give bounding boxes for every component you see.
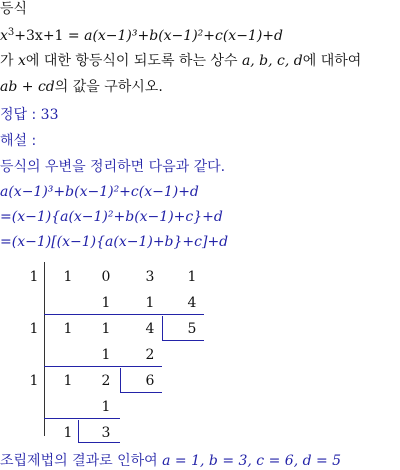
synth-box-edge [162, 316, 163, 340]
synth-vertical-divider [44, 262, 45, 436]
synth-divisor: 1 [29, 269, 39, 285]
synth-remainder-c: 6 [145, 373, 155, 389]
synth-remainder-d: 5 [187, 321, 197, 337]
answer-label: 정답 : [0, 107, 37, 123]
synth-cell: 0 [101, 269, 111, 285]
synth-rule [44, 366, 162, 367]
synth-cell: 2 [145, 347, 155, 363]
synth-cell: 1 [101, 295, 111, 311]
synth-box-edge [120, 368, 121, 392]
synth-cell: 2 [101, 373, 111, 389]
synth-divisor: 1 [29, 373, 39, 389]
synth-cell: 4 [187, 295, 197, 311]
synth-box-edge [120, 392, 162, 393]
synth-cell: 1 [187, 269, 197, 285]
synth-cell: 1 [145, 295, 155, 311]
synth-divisor: 1 [29, 321, 39, 337]
synth-rule [44, 418, 120, 419]
synth-box-edge [162, 340, 204, 341]
synth-cell: 1 [63, 321, 73, 337]
answer-line [0, 106, 59, 124]
conclusion: 조립제법의 결과로 인하여 a = 1, b = 3, c = 6, d = 5 [0, 453, 342, 469]
synth-cell: 1 [101, 399, 111, 415]
synth-cell: 1 [63, 269, 73, 285]
synth-cell: 3 [145, 269, 155, 285]
synth-box-edge [78, 442, 120, 443]
equation: $x^3+3x+1 = a(x-1)^3+b(x-1)^2+c(x-1)+d$ [0, 27, 283, 44]
problem-line-1: 가 x에 대한 항등식이 되도록 하는 상수 a, b, c, d에 대하여 [0, 53, 362, 69]
solution-intro: 등식의 우변을 정리하면 다음과 같다. [0, 159, 226, 175]
synth-cell: 1 [101, 347, 111, 363]
problem-line-2: ab + cd의 값을 구하시오. [0, 79, 163, 95]
solution-step-1: a(x−1)³+b(x−1)²+c(x−1)+d [0, 184, 199, 200]
solution-step-3: =(x−1)[(x−1){a(x−1)+b}+c]+d [0, 234, 229, 250]
synthetic-division [0, 258, 260, 443]
synth-quotient-a: 1 [63, 425, 73, 441]
synth-rule [44, 314, 204, 315]
solution-label: 해설 : [0, 133, 37, 149]
answer-value: 33 [40, 107, 59, 123]
synth-remainder-b: 3 [101, 425, 111, 441]
heading: 등식 [0, 1, 28, 17]
synth-cell: 1 [101, 321, 111, 337]
solution-step-2: =(x−1){a(x−1)²+b(x−1)+c}+d [0, 209, 223, 225]
synth-cell: 1 [63, 373, 73, 389]
synth-box-edge [78, 420, 79, 442]
synth-cell: 4 [145, 321, 155, 337]
